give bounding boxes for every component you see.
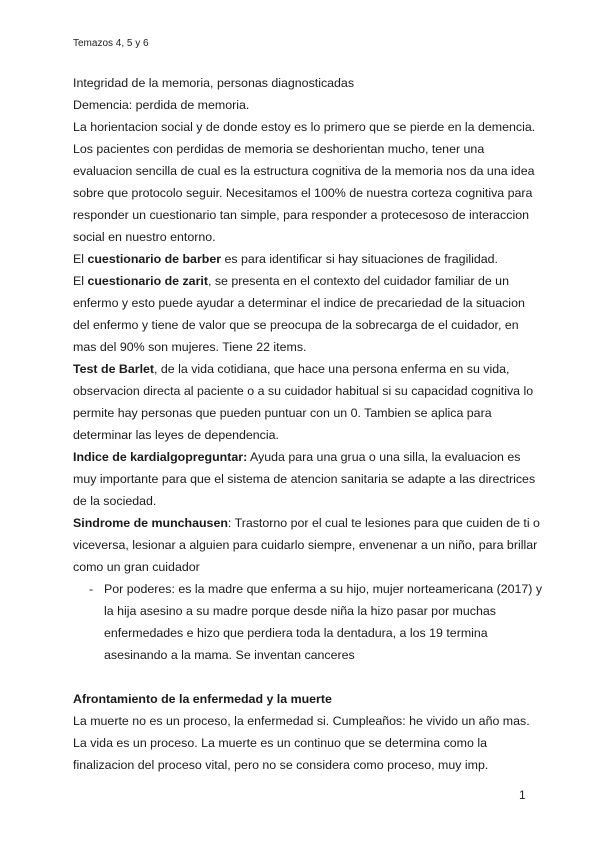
barlet-text: , de la vida cotidiana, que hace una persona enferma en su vida, observacion directa al paciente o a su cuidador habitual si su capacidad cognitiva lo permite hay personas que pueden puntuar con un 0. Tambien se aplica para determinar las leyes de dependencia. [73, 362, 534, 442]
paragraph-memory-loss: Los pacientes con perdidas de memoria se deshorientan mucho, tener una evaluacion sencilla de cual es la estructura cognitiva de la memoria nos da una idea sobre que protocolo seguir. Necesitamos el 100% de nuestra corteza cognitiva para responder un cuestionario tan simple, para responder a protecesoso de interaccion social en nuestro entorno. [73, 142, 535, 244]
paragraph-barber [73, 248, 543, 270]
list-item [73, 578, 543, 666]
kardialgo-text: Ayuda para una grua o una silla, la evaluacion es muy importante para que el sistema de atencion sanitaria se adapte a las directrices de la sociedad. [73, 450, 536, 508]
barber-prefix: El [73, 252, 88, 266]
paragraph-barlet [73, 358, 543, 446]
paragraph-kardialgo [73, 446, 543, 512]
page-header: Temazos 4, 5 y 6 [73, 38, 149, 49]
munchausen-text: : Trastorno por el cual te lesiones para que cuiden de ti o viceversa, lesionar a alguien para cuidarlo siempre, envenenar a un niño, para brillar como un gran cuidador [73, 516, 540, 574]
zarit-text: , se presenta en el contexto del cuidador familiar de un enfermo y esto puede ayudar a determinar el indice de precariedad de la situacion del enfermo y tiene de valor que se preocupa de la sobrecarga de el cuidador, en mas del 90% son mujeres. Tiene 22 items. [73, 274, 525, 354]
document-body [73, 72, 543, 776]
paragraph-munchausen [73, 512, 543, 578]
section-heading: Afrontamiento de la enfermedad y la muerte [73, 692, 332, 706]
paragraph-memory-integrity: Integridad de la memoria, personas diagnosticadas [73, 76, 355, 90]
paragraph-zarit [73, 270, 543, 358]
barber-text: es para identificar si hay situaciones de fragilidad. [221, 252, 498, 266]
paragraph-dementia: Demencia: perdida de memoria. [73, 98, 250, 112]
kardialgo-term: Indice de kardialgopreguntar: [73, 450, 248, 464]
munchausen-term: Sindrome de munchausen [73, 516, 228, 530]
paragraph-orientation: La horientacion social y de donde estoy es lo primero que se pierde en la demencia. [73, 120, 536, 134]
page-number: 1 [519, 788, 526, 802]
section-body: La muerte no es un proceso, la enfermedad si. Cumpleaños: he vivido un año mas. La vida es un proceso. La muerte es un continuo que se determina como la finalizacion del proceso vital, pero no se considera como proceso, muy imp. [73, 714, 530, 772]
barber-term: cuestionario de barber [87, 252, 222, 266]
bullet-marker: - [89, 582, 94, 596]
bullet-text: Por poderes: es la madre que enferma a su hijo, mujer norteamericana (2017) y la hija asesino a su madre porque desde niña la hizo pasar por muchas enfermedades e hizo que perdiera toda la dentadura, a los 19 termina asesinando a la mama. Se inventan canceres [104, 582, 543, 662]
barlet-term: Test de Barlet [73, 362, 155, 376]
zarit-prefix: El [73, 274, 88, 288]
zarit-term: cuestionario de zarit [87, 274, 208, 288]
